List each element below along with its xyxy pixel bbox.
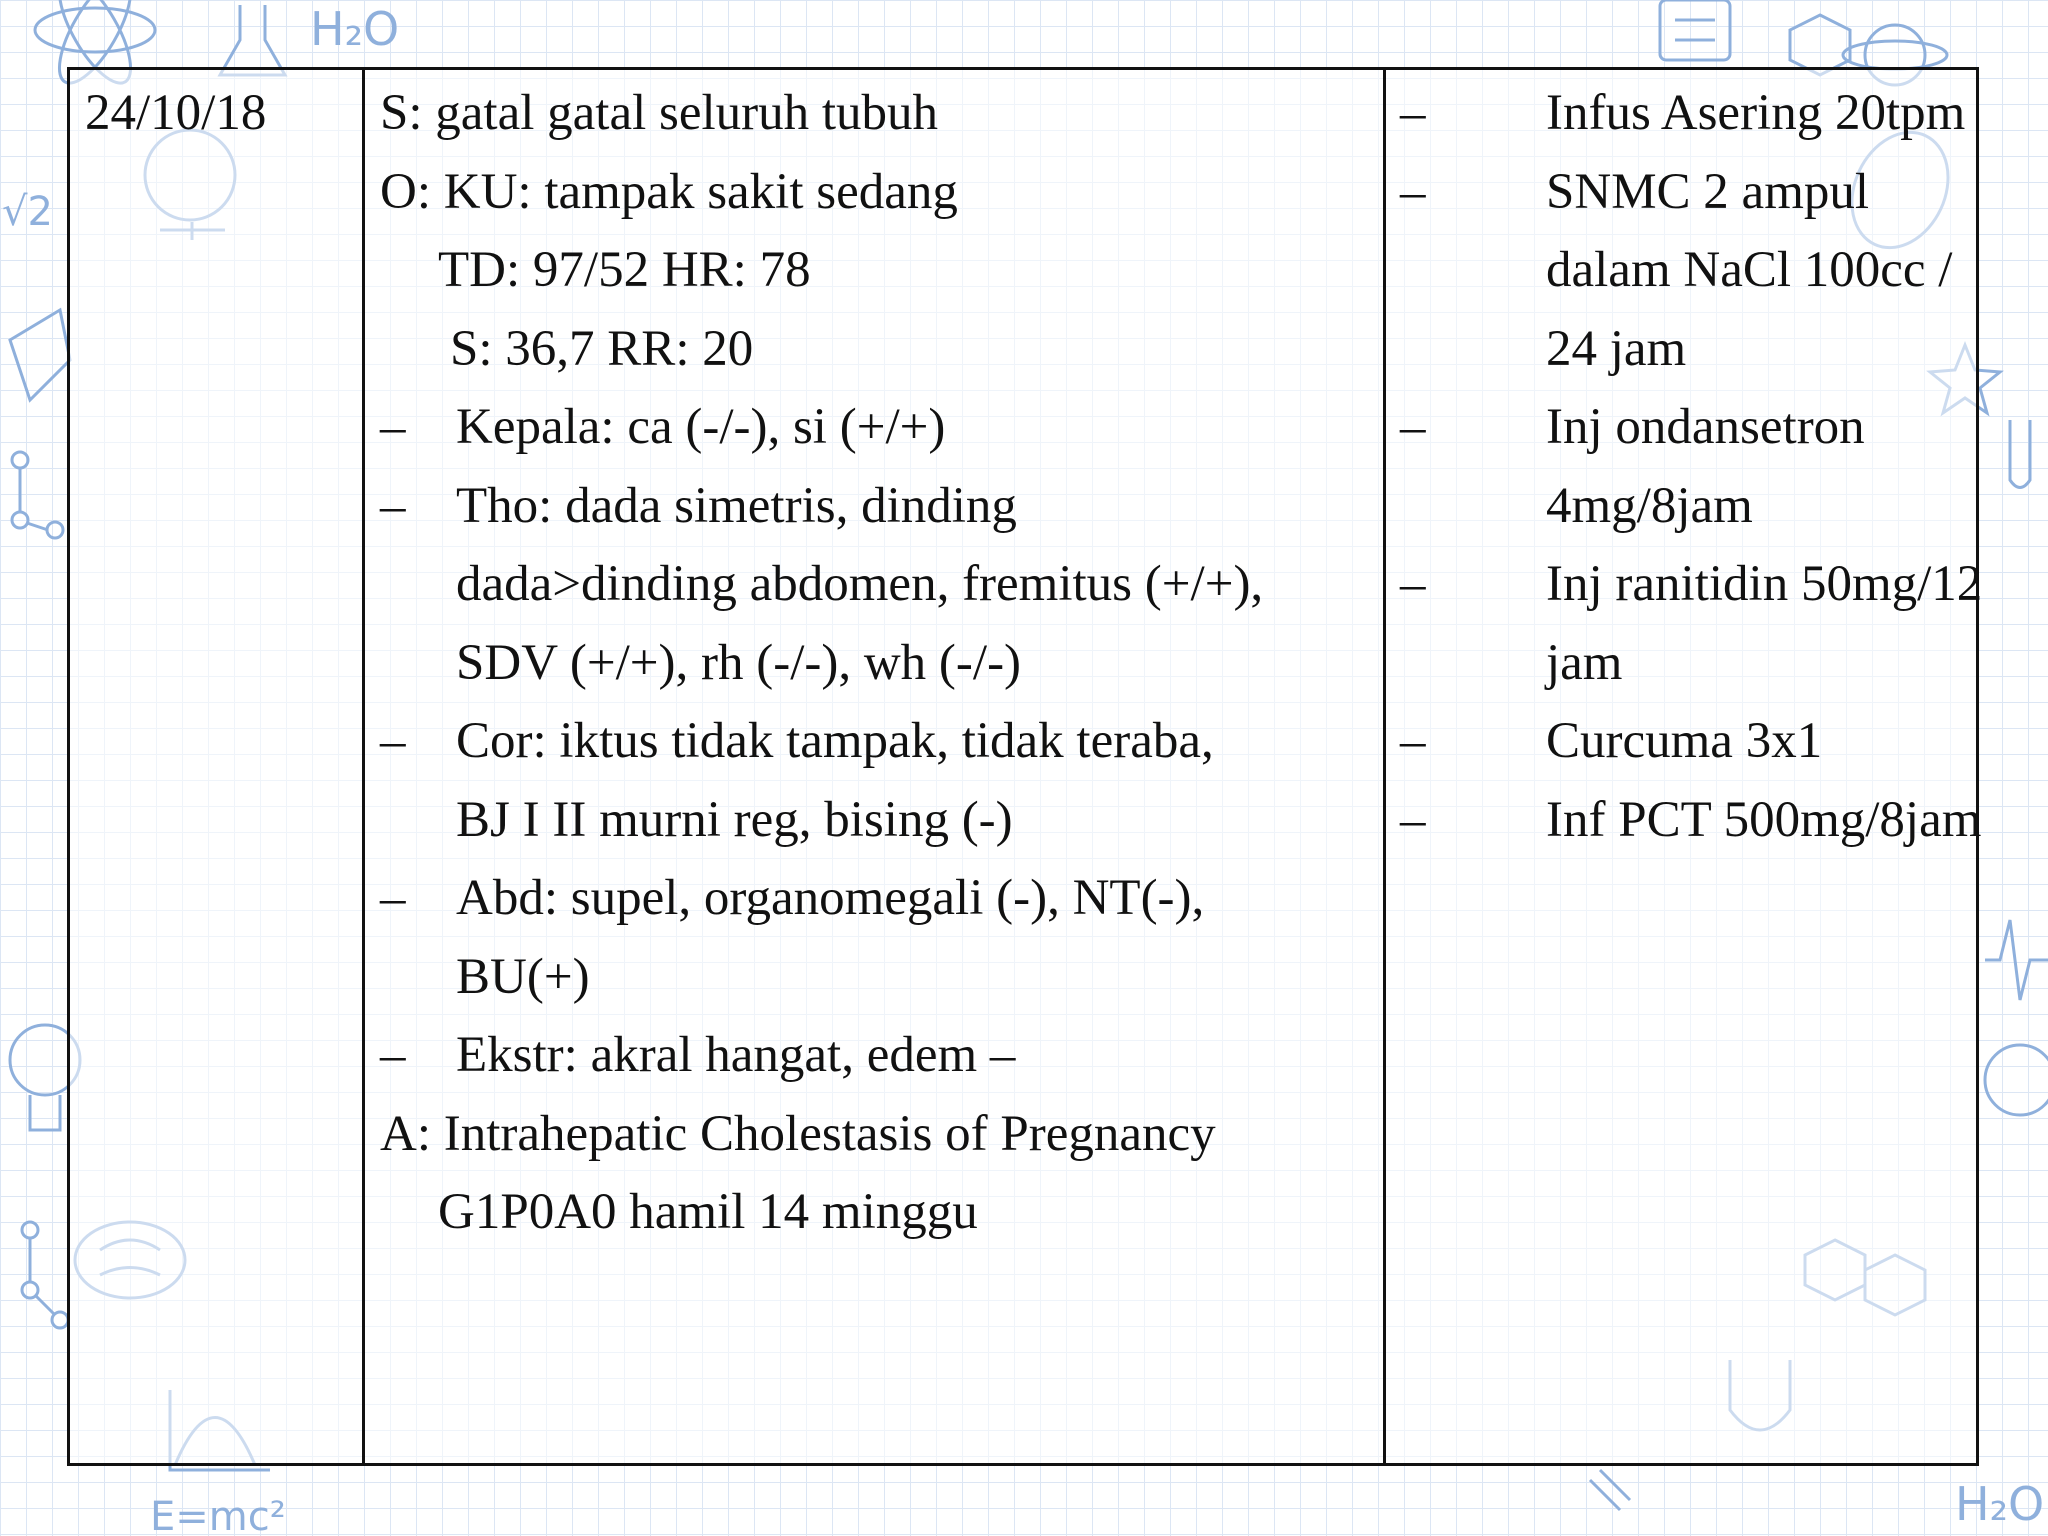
plan-item-text: Inj ranitidin 50mg/12	[1546, 556, 1983, 612]
exam-item-text: Cor: iktus tidak tampak, tidak teraba,	[456, 713, 1214, 769]
bullet-dash: –	[1400, 399, 1426, 455]
bullet-dash: –	[380, 399, 406, 455]
assessment-text: A: Intrahepatic Cholestasis of Pregnancy	[380, 1105, 1216, 1162]
plan-item	[1400, 388, 1982, 467]
exam-item-text: Tho: dada simetris, dinding	[456, 477, 1017, 534]
h2o-top-doodle: H₂O	[310, 2, 400, 56]
assessment-continuation: G1P0A0 hamil 14 minggu	[438, 1184, 978, 1240]
sqrt-doodle: √2	[2, 189, 53, 235]
exam-item-cor	[380, 702, 1263, 781]
exam-item-continuation: SDV (+/+), rh (-/-), wh (-/-)	[456, 634, 1022, 691]
hexagon-molecule-icon	[1790, 15, 1850, 75]
exam-item-continuation: BU(+)	[456, 948, 590, 1005]
rocket-icon	[10, 310, 70, 400]
plan-item-text: Curcuma 3x1	[1546, 713, 1823, 769]
bullet-dash: –	[380, 870, 406, 926]
vitals-line-2: S: 36,7 RR: 20	[450, 320, 754, 377]
flask-icon	[220, 5, 285, 75]
objective-header: O: KU: tampak sakit sedang	[380, 163, 958, 220]
date-cell	[85, 74, 266, 153]
bullet-dash: –	[380, 713, 406, 769]
plan-item	[1400, 153, 1982, 232]
h2o-bottom-doodle: H₂O	[1955, 1477, 2045, 1531]
vitals-line-1: TD: 97/52 HR: 78	[438, 242, 811, 298]
globe-right-icon	[1985, 1045, 2048, 1115]
plan-item-text: Inf PCT 500mg/8jam	[1546, 791, 1982, 848]
exam-item-thorax	[380, 467, 1263, 546]
calculator-icon	[1660, 0, 1730, 60]
bullet-dash: –	[1400, 791, 1426, 848]
plan-item	[1400, 702, 1982, 781]
exam-item-continuation: dada>dinding abdomen, fremitus (+/+),	[456, 556, 1264, 612]
plan-item-text: SNMC 2 ampul	[1546, 163, 1870, 220]
plan-item-continuation: 24 jam	[1546, 320, 1687, 377]
bullet-dash: –	[1400, 163, 1426, 220]
exam-item-abdomen	[380, 859, 1263, 938]
exam-item-text: Kepala: ca (-/-), si (+/+)	[456, 399, 946, 455]
exam-item-text: Ekstr: akral hangat, edem –	[456, 1027, 1016, 1083]
heartbeat-icon	[1985, 920, 2048, 1000]
bullet-dash: –	[1400, 713, 1426, 769]
plug-icon	[1590, 1470, 1630, 1510]
plan-item-continuation: jam	[1546, 634, 1623, 691]
plan-item-text: Inj ondansetron	[1546, 399, 1865, 455]
plan-item-text: Infus Asering 20tpm	[1546, 85, 1966, 141]
emc2-doodle: E=mc²	[150, 1494, 286, 1536]
plan-cell	[1400, 74, 1982, 859]
plan-item-continuation: dalam NaCl 100cc /	[1546, 242, 1953, 298]
test-tube-icon	[2010, 420, 2030, 488]
column-divider-2	[1383, 70, 1386, 1463]
date-text: 24/10/18	[85, 85, 267, 141]
bullet-dash: –	[380, 477, 406, 534]
plan-item	[1400, 781, 1982, 860]
exam-item-extremities	[380, 1016, 1263, 1095]
bullet-dash: –	[1400, 556, 1426, 612]
subjective-text: S: gatal gatal seluruh tubuh	[380, 85, 939, 141]
exam-item-text: Abd: supel, organomegali (-), NT(-),	[456, 870, 1205, 926]
plan-item	[1400, 74, 1982, 153]
exam-item-head	[380, 388, 1263, 467]
molecule-bottom-left-icon	[22, 1222, 68, 1328]
plan-item-continuation: 4mg/8jam	[1546, 477, 1753, 534]
plan-item	[1400, 545, 1982, 624]
molecule-left-icon	[12, 452, 63, 538]
bullet-dash: –	[380, 1027, 406, 1083]
soap-cell	[380, 74, 1263, 1252]
bullet-dash: –	[1400, 85, 1426, 141]
soap-table	[67, 67, 1983, 1466]
exam-item-continuation: BJ I II murni reg, bising (-)	[456, 791, 1013, 848]
column-divider-1	[362, 70, 365, 1463]
